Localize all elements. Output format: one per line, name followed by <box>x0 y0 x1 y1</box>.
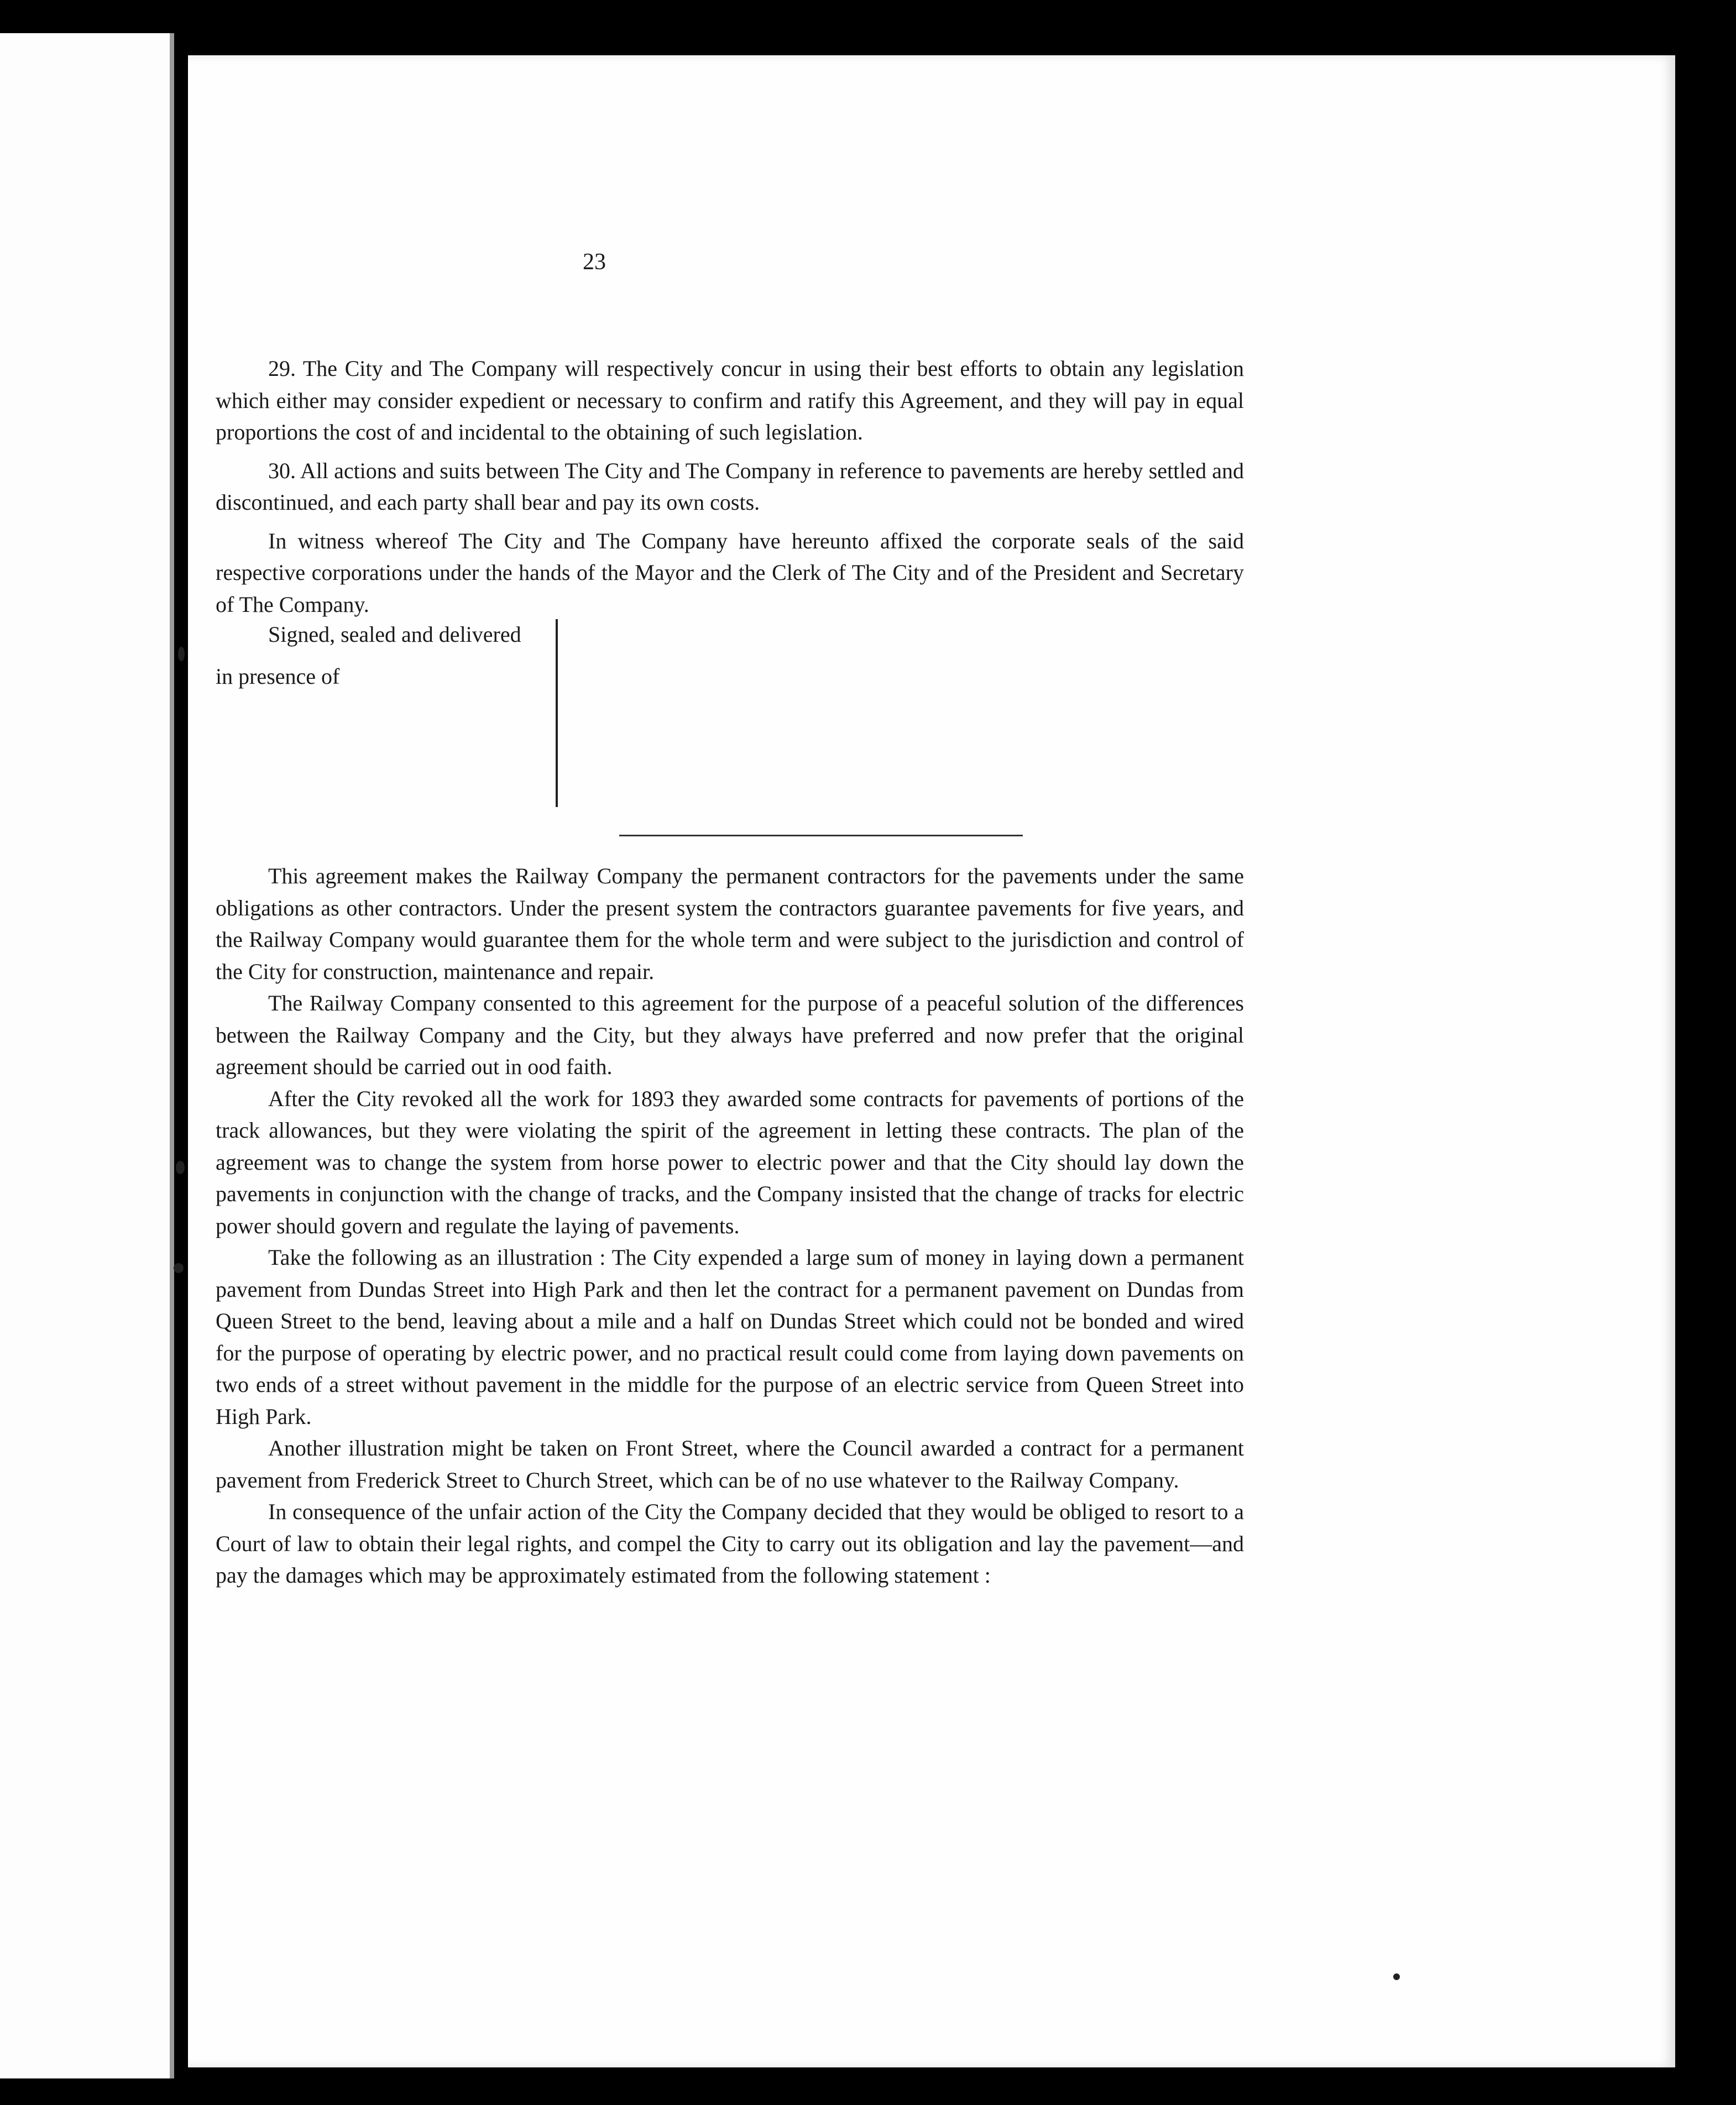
commentary-paragraph-3: After the City revoked all the work for 1893 they awarded some contracts for pavements of portions of the track allowances, but they were violating the spirit of the agreement in letting these contracts. The plan of the agreement was to change the system from horse power to electric power and that the City should lay down the pavements in conjunction with the change of tracks, and the Company insisted that the change of tracks for electric power should govern and regulate the laying of pavements. <box>216 1086 1244 1238</box>
scan-speck <box>176 1161 185 1174</box>
clause-29: 29. The City and The Company will respectively concur in using their best efforts to obtain any legislation which either may consider expedient or necessary to confirm and ratify this Agreement, and they will pay in equal proportions the cost of and incidental to the obtaining of such legislation. <box>216 356 1244 444</box>
commentary-paragraph-2: The Railway Company consented to this agreement for the purpose of a peaceful solution of the differences between the Railway Company and the City, but they always have preferred and now prefer that the original agreement should be carried out in ood faith. <box>216 991 1244 1079</box>
scan-speck <box>1393 1973 1400 1980</box>
signed-line: Signed, sealed and delivered <box>268 622 521 647</box>
clause-30: 30. All actions and suits between The City and The Company in reference to pavements are hereby settled and discontinued, and each party shall bear and pay its own costs. <box>216 458 1244 515</box>
agreement-clauses <box>216 353 1244 620</box>
commentary-paragraph-5: Another illustration might be taken on Front Street, where the Council awarded a contract for a permanent pavement from Frederick Street to Church Street, which can be of no use whatever to the Railway Company. <box>216 1436 1244 1493</box>
commentary-paragraph-6: In consequence of the unfair action of the City the Company decided that they would be obliged to resort to a Court of law to obtain their legal rights, and compel the City to carry out its obligation and lay the pavement—and pay the damages which may be approximately estimated from the following statement : <box>216 1499 1244 1588</box>
witness-clause: In witness whereof The City and The Company have hereunto affixed the corporate seals of the said respective corporations under the hands of the Mayor and the Clerk of The City and of the President and Secretary of The Company. <box>216 528 1244 617</box>
signature-brace <box>556 619 561 807</box>
left-page-edge <box>0 33 174 2078</box>
commentary-paragraph-4: Take the following as an illustration : The City expended a large sum of money in laying down a permanent pavement from Dundas Street into High Park and then let the contract for a permanent pavement on Dundas from Queen Street to the bend, leaving about a mile and a half on Dundas Street which could not be bonded and wired for the purpose of operating by electric power, and no practical result could come from laying down pavements on two ends of a street without pavement in the middle for the purpose of an electric service from Queen Street into High Park. <box>216 1245 1244 1429</box>
commentary-paragraph-1: This agreement makes the Railway Company the permanent contractors for the pavements under the same obligations as other contractors. Under the present system the contractors guarantee pavements for five years, and the Railway Company would guarantee them for the whole term and were subject to the jurisdiction and control of the City for construction, maintenance and repair. <box>216 863 1244 984</box>
presence-line: in presence of <box>216 664 340 689</box>
scan-speck <box>174 1263 184 1273</box>
scan-speck <box>178 647 185 661</box>
commentary <box>216 860 1244 1591</box>
page-number: 23 <box>583 249 606 275</box>
section-divider <box>619 835 1023 836</box>
signature-block <box>216 614 521 698</box>
